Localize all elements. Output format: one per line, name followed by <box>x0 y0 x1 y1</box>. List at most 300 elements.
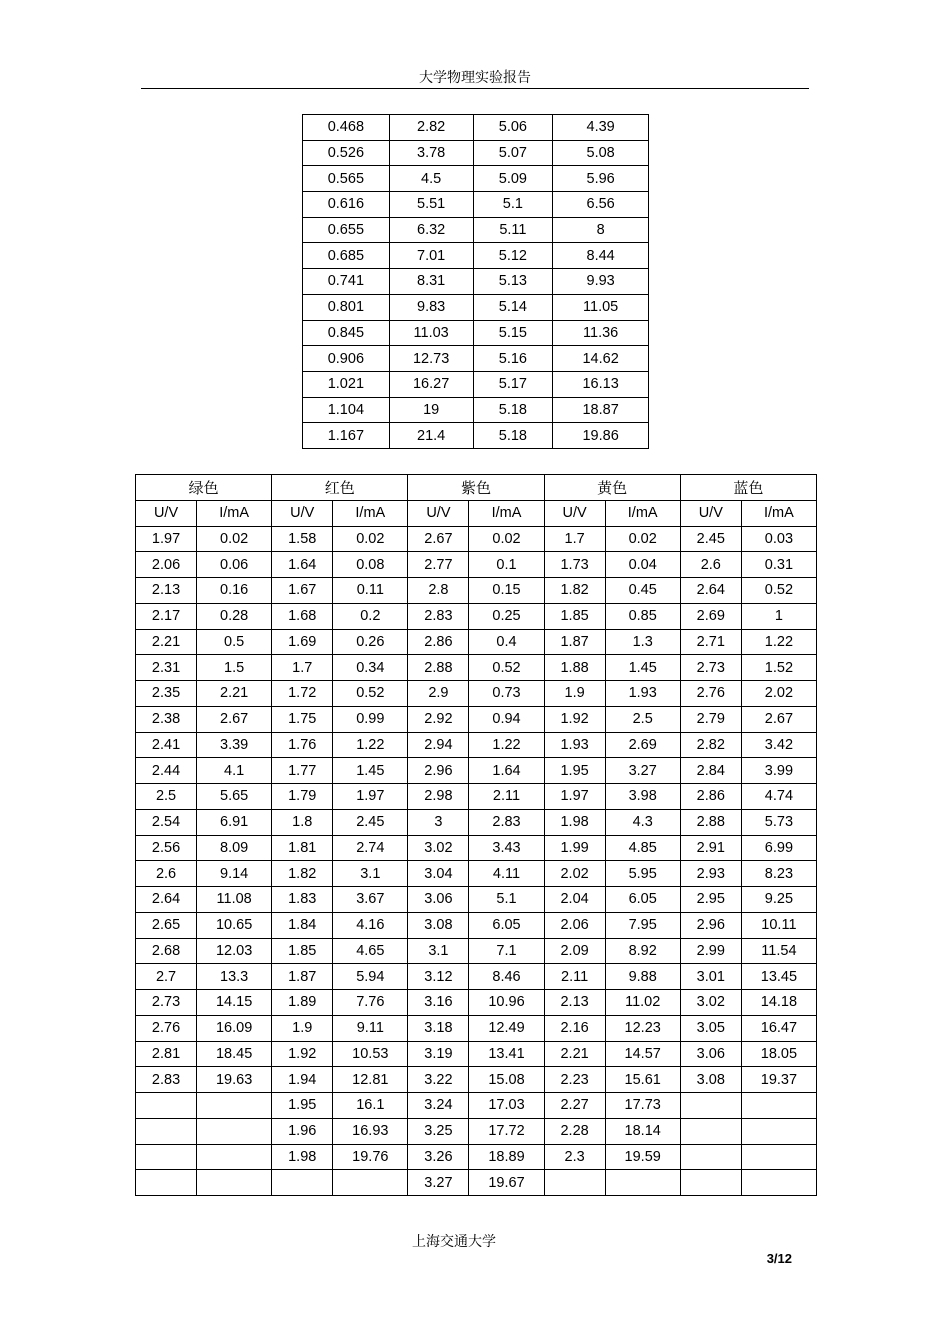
unit-header-cell: U/V <box>408 500 469 526</box>
table-cell: 3.99 <box>741 758 816 784</box>
table-cell: 3.78 <box>389 140 473 166</box>
table-cell: 2.88 <box>408 655 469 681</box>
table-cell: 2.67 <box>408 526 469 552</box>
table-cell: 1.104 <box>303 397 390 423</box>
table-row <box>136 861 817 887</box>
table-cell: 2.7 <box>136 964 197 990</box>
table-cell: 2.84 <box>680 758 741 784</box>
table-row <box>136 758 817 784</box>
table-cell: 8.46 <box>469 964 544 990</box>
table-cell: 2.82 <box>389 115 473 141</box>
table-cell: 1.64 <box>272 552 333 578</box>
table-row <box>303 192 649 218</box>
table-row <box>136 887 817 913</box>
table-cell: 4.3 <box>605 809 680 835</box>
table-cell: 6.91 <box>197 809 272 835</box>
color-header-cell: 黄色 <box>544 475 680 501</box>
table-cell: 19.86 <box>553 423 649 449</box>
table-cell: 3.24 <box>408 1093 469 1119</box>
table-cell: 1.72 <box>272 681 333 707</box>
table-cell: 5.15 <box>473 320 553 346</box>
table-cell: 2.98 <box>408 784 469 810</box>
unit-header-cell: U/V <box>272 500 333 526</box>
unit-header-cell: U/V <box>680 500 741 526</box>
table-cell: 10.11 <box>741 912 816 938</box>
table-cell: 2.94 <box>408 732 469 758</box>
table-row <box>136 578 817 604</box>
table-cell: 3.02 <box>408 835 469 861</box>
table-cell: 3.08 <box>408 912 469 938</box>
table-row <box>136 784 817 810</box>
table-cell: 2.54 <box>136 809 197 835</box>
table-cell <box>197 1170 272 1196</box>
table-cell: 1.87 <box>544 629 605 655</box>
table-cell: 0.73 <box>469 681 544 707</box>
table-cell: 2.86 <box>680 784 741 810</box>
table-cell: 5.18 <box>473 423 553 449</box>
table-cell: 1.96 <box>272 1118 333 1144</box>
table-cell <box>680 1144 741 1170</box>
table-cell: 5.08 <box>553 140 649 166</box>
table-cell: 1.22 <box>741 629 816 655</box>
table-cell: 1.7 <box>544 526 605 552</box>
table-cell: 16.1 <box>333 1093 408 1119</box>
table-row <box>136 1144 817 1170</box>
table-row <box>303 423 649 449</box>
table-cell: 0.2 <box>333 603 408 629</box>
table-cell: 0.34 <box>333 655 408 681</box>
table-cell: 2.81 <box>136 1041 197 1067</box>
table-cell: 2.8 <box>408 578 469 604</box>
table-row <box>136 1118 817 1144</box>
table-cell: 0.94 <box>469 706 544 732</box>
table-row <box>303 320 649 346</box>
table-cell <box>197 1118 272 1144</box>
table-cell: 2.13 <box>544 990 605 1016</box>
table-cell: 6.99 <box>741 835 816 861</box>
table-row <box>303 166 649 192</box>
report-header-title: 大学物理实验报告 <box>419 71 531 86</box>
table-row <box>136 655 817 681</box>
table-cell: 1.88 <box>544 655 605 681</box>
table-cell: 11.03 <box>389 320 473 346</box>
table-cell: 14.18 <box>741 990 816 1016</box>
table-cell: 2.16 <box>544 1015 605 1041</box>
table-cell: 2.64 <box>136 887 197 913</box>
table-cell: 1.22 <box>469 732 544 758</box>
table-cell: 9.93 <box>553 269 649 295</box>
table-cell: 12.23 <box>605 1015 680 1041</box>
table-cell: 2.3 <box>544 1144 605 1170</box>
table-cell: 7.01 <box>389 243 473 269</box>
table-cell: 6.05 <box>469 912 544 938</box>
table-cell: 5.65 <box>197 784 272 810</box>
table-cell: 5.73 <box>741 809 816 835</box>
table-cell: 7.1 <box>469 938 544 964</box>
table-cell: 13.41 <box>469 1041 544 1067</box>
table-cell <box>680 1170 741 1196</box>
table-cell: 3 <box>408 809 469 835</box>
table-cell: 11.54 <box>741 938 816 964</box>
table-cell: 0.02 <box>469 526 544 552</box>
table-cell: 8 <box>553 217 649 243</box>
table-cell: 2.83 <box>408 603 469 629</box>
table-row <box>136 1015 817 1041</box>
table-cell: 2.28 <box>544 1118 605 1144</box>
table-cell: 0.25 <box>469 603 544 629</box>
table-cell: 1.69 <box>272 629 333 655</box>
table-cell: 2.69 <box>605 732 680 758</box>
table-cell: 1.97 <box>333 784 408 810</box>
table-cell: 0.741 <box>303 269 390 295</box>
table-cell: 5.94 <box>333 964 408 990</box>
table-cell: 19.59 <box>605 1144 680 1170</box>
table-cell: 2.69 <box>680 603 741 629</box>
table-cell: 2.67 <box>741 706 816 732</box>
table-cell: 3.01 <box>680 964 741 990</box>
table-cell: 21.4 <box>389 423 473 449</box>
table-cell: 2.71 <box>680 629 741 655</box>
table-cell: 1.58 <box>272 526 333 552</box>
table-cell <box>272 1170 333 1196</box>
table-row <box>136 1041 817 1067</box>
unit-header-row <box>136 500 817 526</box>
table-cell: 0.31 <box>741 552 816 578</box>
table-cell <box>680 1093 741 1119</box>
table-row <box>136 912 817 938</box>
table-cell: 2.95 <box>680 887 741 913</box>
table-cell: 5.13 <box>473 269 553 295</box>
color-header-cell: 蓝色 <box>680 475 816 501</box>
table-cell: 8.23 <box>741 861 816 887</box>
table-cell: 8.44 <box>553 243 649 269</box>
table-cell: 1.97 <box>136 526 197 552</box>
table-cell <box>680 1118 741 1144</box>
table-cell: 2.13 <box>136 578 197 604</box>
table-row <box>136 964 817 990</box>
table-cell: 3.39 <box>197 732 272 758</box>
table-cell: 5.09 <box>473 166 553 192</box>
table-cell: 3.06 <box>408 887 469 913</box>
unit-header-cell: I/mA <box>197 500 272 526</box>
table-cell: 1.021 <box>303 371 390 397</box>
table-cell: 14.57 <box>605 1041 680 1067</box>
table-cell: 3.16 <box>408 990 469 1016</box>
table-cell: 10.96 <box>469 990 544 1016</box>
table-cell: 2.02 <box>544 861 605 887</box>
table-cell: 0.801 <box>303 294 390 320</box>
table-cell: 1.45 <box>605 655 680 681</box>
table-cell: 2.45 <box>680 526 741 552</box>
table-cell: 14.62 <box>553 346 649 372</box>
table-cell: 2.5 <box>136 784 197 810</box>
table-cell <box>136 1093 197 1119</box>
table-cell: 13.45 <box>741 964 816 990</box>
unit-header-cell: I/mA <box>741 500 816 526</box>
table-row <box>136 681 817 707</box>
table-cell: 2.77 <box>408 552 469 578</box>
table-cell: 0.1 <box>469 552 544 578</box>
table-cell: 1.92 <box>544 706 605 732</box>
table-cell: 1.67 <box>272 578 333 604</box>
table-cell: 0.685 <box>303 243 390 269</box>
table-cell: 17.03 <box>469 1093 544 1119</box>
table-cell: 1.7 <box>272 655 333 681</box>
table-cell: 3.98 <box>605 784 680 810</box>
table-cell: 11.05 <box>553 294 649 320</box>
table-cell: 16.47 <box>741 1015 816 1041</box>
table-cell: 18.05 <box>741 1041 816 1067</box>
table-row <box>303 217 649 243</box>
table-cell: 19.37 <box>741 1067 816 1093</box>
table-row <box>303 371 649 397</box>
table-cell <box>136 1144 197 1170</box>
unit-header-cell: I/mA <box>469 500 544 526</box>
table-cell: 18.89 <box>469 1144 544 1170</box>
table-row <box>136 1067 817 1093</box>
table-cell: 2.45 <box>333 809 408 835</box>
table-row <box>136 552 817 578</box>
table-cell: 2.06 <box>136 552 197 578</box>
table-cell: 0.02 <box>605 526 680 552</box>
table-cell: 3.1 <box>333 861 408 887</box>
table-cell: 1.68 <box>272 603 333 629</box>
table-cell: 5.95 <box>605 861 680 887</box>
table-cell: 3.05 <box>680 1015 741 1041</box>
table-cell: 2.38 <box>136 706 197 732</box>
table-row <box>136 835 817 861</box>
table-cell: 3.22 <box>408 1067 469 1093</box>
table-cell: 3.04 <box>408 861 469 887</box>
table-cell <box>605 1170 680 1196</box>
table-cell: 1.95 <box>544 758 605 784</box>
table-cell: 1.77 <box>272 758 333 784</box>
table-cell: 12.81 <box>333 1067 408 1093</box>
table-row <box>136 1170 817 1196</box>
table-row <box>303 269 649 295</box>
table-cell: 2.73 <box>136 990 197 1016</box>
table-cell: 5.11 <box>473 217 553 243</box>
table-cell: 0.468 <box>303 115 390 141</box>
table-cell: 5.1 <box>473 192 553 218</box>
color-header-cell: 红色 <box>272 475 408 501</box>
table-cell: 9.11 <box>333 1015 408 1041</box>
table-cell: 3.1 <box>408 938 469 964</box>
table-cell: 10.65 <box>197 912 272 938</box>
table-cell: 1.98 <box>272 1144 333 1170</box>
table-cell: 2.23 <box>544 1067 605 1093</box>
table-cell: 12.73 <box>389 346 473 372</box>
table-cell: 0.99 <box>333 706 408 732</box>
table-cell: 2.73 <box>680 655 741 681</box>
table-row <box>136 603 817 629</box>
table-cell: 19 <box>389 397 473 423</box>
table-cell: 2.02 <box>741 681 816 707</box>
table-cell: 5.16 <box>473 346 553 372</box>
table-cell: 4.39 <box>553 115 649 141</box>
table-cell: 5.18 <box>473 397 553 423</box>
table-cell <box>741 1093 816 1119</box>
table-cell: 2.06 <box>544 912 605 938</box>
table-cell: 14.15 <box>197 990 272 1016</box>
table-cell: 0.11 <box>333 578 408 604</box>
table-row <box>303 115 649 141</box>
table-cell: 1.82 <box>272 861 333 887</box>
table-cell: 1.9 <box>544 681 605 707</box>
table-cell: 1.82 <box>544 578 605 604</box>
table-cell: 1.76 <box>272 732 333 758</box>
table-cell: 2.65 <box>136 912 197 938</box>
table-row <box>303 397 649 423</box>
table-cell: 1 <box>741 603 816 629</box>
table-cell: 1.97 <box>544 784 605 810</box>
table-row <box>303 294 649 320</box>
table-cell: 2.76 <box>680 681 741 707</box>
table-cell: 1.45 <box>333 758 408 784</box>
table-cell: 6.32 <box>389 217 473 243</box>
table-cell: 1.89 <box>272 990 333 1016</box>
table-row <box>136 526 817 552</box>
table-cell: 2.83 <box>136 1067 197 1093</box>
table-cell: 2.21 <box>136 629 197 655</box>
table-cell: 16.09 <box>197 1015 272 1041</box>
table-cell: 2.74 <box>333 835 408 861</box>
table-cell: 1.167 <box>303 423 390 449</box>
table-cell: 5.96 <box>553 166 649 192</box>
table-cell: 1.79 <box>272 784 333 810</box>
table-cell <box>197 1144 272 1170</box>
table-cell: 3.43 <box>469 835 544 861</box>
table-cell: 1.95 <box>272 1093 333 1119</box>
table-row <box>136 809 817 835</box>
table-cell: 16.93 <box>333 1118 408 1144</box>
table-cell: 9.25 <box>741 887 816 913</box>
table-cell: 3.18 <box>408 1015 469 1041</box>
table-cell: 1.84 <box>272 912 333 938</box>
table-cell: 4.74 <box>741 784 816 810</box>
table-cell: 0.15 <box>469 578 544 604</box>
table-cell: 18.14 <box>605 1118 680 1144</box>
table-cell: 12.49 <box>469 1015 544 1041</box>
table-cell: 4.11 <box>469 861 544 887</box>
table-cell: 2.56 <box>136 835 197 861</box>
table-cell: 5.06 <box>473 115 553 141</box>
table-cell: 0.526 <box>303 140 390 166</box>
table-cell: 5.17 <box>473 371 553 397</box>
table-cell: 18.87 <box>553 397 649 423</box>
table-cell: 19.76 <box>333 1144 408 1170</box>
table-cell <box>741 1118 816 1144</box>
table-cell <box>741 1144 816 1170</box>
table-cell: 0.03 <box>741 526 816 552</box>
table-cell: 11.02 <box>605 990 680 1016</box>
table-row <box>303 140 649 166</box>
table-cell: 10.53 <box>333 1041 408 1067</box>
table-cell: 2.83 <box>469 809 544 835</box>
table-cell: 0.5 <box>197 629 272 655</box>
table-row <box>136 629 817 655</box>
table-cell: 3.19 <box>408 1041 469 1067</box>
table-cell: 1.9 <box>272 1015 333 1041</box>
table-cell: 3.25 <box>408 1118 469 1144</box>
table-cell <box>544 1170 605 1196</box>
table-cell: 0.565 <box>303 166 390 192</box>
table-cell: 1.87 <box>272 964 333 990</box>
table-cell: 9.88 <box>605 964 680 990</box>
table-cell: 4.1 <box>197 758 272 784</box>
color-header-cell: 绿色 <box>136 475 272 501</box>
table-cell: 12.03 <box>197 938 272 964</box>
table-cell: 15.08 <box>469 1067 544 1093</box>
table-cell: 0.02 <box>197 526 272 552</box>
table-cell: 1.85 <box>272 938 333 964</box>
table-cell: 1.83 <box>272 887 333 913</box>
table-row <box>136 732 817 758</box>
table-cell: 2.04 <box>544 887 605 913</box>
unit-header-cell: U/V <box>136 500 197 526</box>
table-cell: 13.3 <box>197 964 272 990</box>
table-cell: 16.13 <box>553 371 649 397</box>
table-cell: 2.86 <box>408 629 469 655</box>
table-cell: 2.11 <box>469 784 544 810</box>
table-cell: 0.655 <box>303 217 390 243</box>
table-row <box>136 938 817 964</box>
table-row <box>136 706 817 732</box>
table-cell: 0.06 <box>197 552 272 578</box>
unit-header-cell: I/mA <box>605 500 680 526</box>
table-cell: 1.64 <box>469 758 544 784</box>
table-cell: 2.6 <box>680 552 741 578</box>
color-header-cell: 紫色 <box>408 475 544 501</box>
table-cell: 4.5 <box>389 166 473 192</box>
table-cell: 2.92 <box>408 706 469 732</box>
table-cell: 7.76 <box>333 990 408 1016</box>
footer-school-name: 上海交通大学 <box>412 1235 496 1250</box>
table-cell: 5.1 <box>469 887 544 913</box>
table-cell <box>197 1093 272 1119</box>
table-cell: 0.845 <box>303 320 390 346</box>
table-cell: 17.73 <box>605 1093 680 1119</box>
table-cell: 8.92 <box>605 938 680 964</box>
table-cell: 18.45 <box>197 1041 272 1067</box>
table-cell: 2.64 <box>680 578 741 604</box>
table-cell: 2.68 <box>136 938 197 964</box>
table-cell: 3.12 <box>408 964 469 990</box>
table-cell: 1.73 <box>544 552 605 578</box>
table-cell: 2.96 <box>680 912 741 938</box>
table-cell: 2.93 <box>680 861 741 887</box>
table-cell: 0.08 <box>333 552 408 578</box>
table-cell: 2.96 <box>408 758 469 784</box>
table-cell: 1.98 <box>544 809 605 835</box>
table-cell: 0.906 <box>303 346 390 372</box>
table-cell: 2.35 <box>136 681 197 707</box>
table-cell: 0.4 <box>469 629 544 655</box>
table-cell: 3.02 <box>680 990 741 1016</box>
table-cell: 5.12 <box>473 243 553 269</box>
table-cell: 4.85 <box>605 835 680 861</box>
table-cell: 3.06 <box>680 1041 741 1067</box>
table-cell: 1.85 <box>544 603 605 629</box>
table-row <box>136 990 817 1016</box>
table-row <box>303 243 649 269</box>
table-cell: 2.91 <box>680 835 741 861</box>
color-header-row <box>136 475 817 501</box>
unit-header-cell: U/V <box>544 500 605 526</box>
table-cell: 2.21 <box>544 1041 605 1067</box>
table-cell: 1.94 <box>272 1067 333 1093</box>
table-cell: 0.52 <box>469 655 544 681</box>
